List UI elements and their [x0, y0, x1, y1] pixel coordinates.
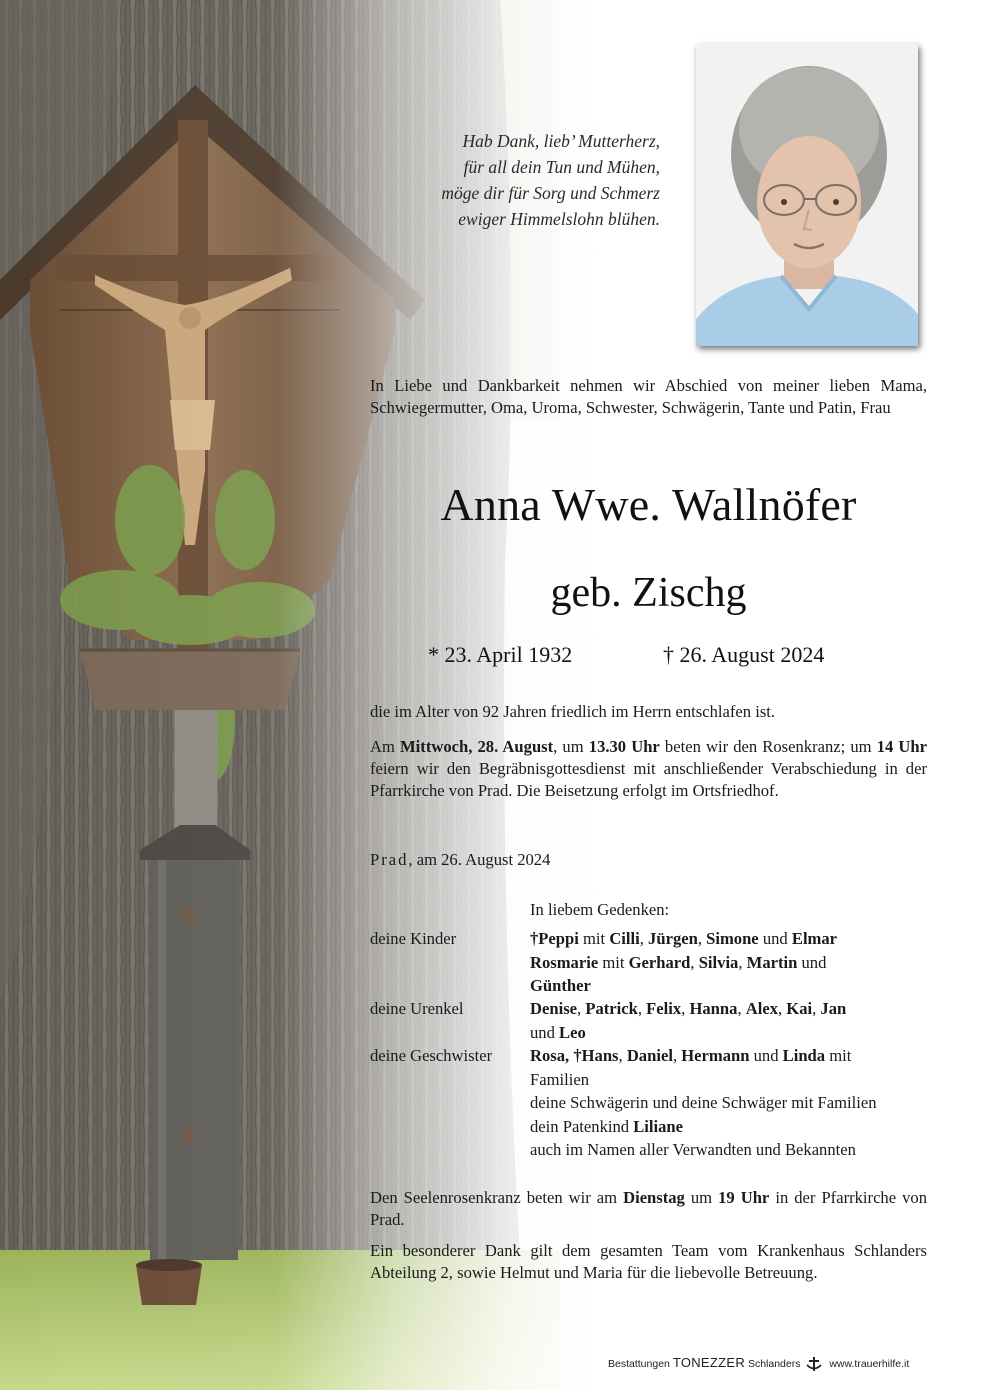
relatives-label: deine Urenkel — [370, 999, 464, 1018]
thanks-note: Ein besonderer Dank gilt dem gesamten Team vom Krankenhaus Schlanders Abteilung 2, sowie Helmut und Maria für die liebevolle Betreuung. — [370, 1241, 927, 1282]
relative-name: Elmar — [791, 929, 838, 948]
intro-text: In Liebe und Dankbarkeit nehmen wir Abschied von meiner lieben Mama, Schwiegermutter, Oma, Uroma, Schwester, Schwägerin, Tante und Patin, Frau — [370, 376, 927, 417]
relative-sep: , — [697, 929, 707, 948]
rosary-note — [370, 1187, 927, 1231]
rosary-text: um — [684, 1188, 719, 1207]
funeral-text: , um — [553, 737, 589, 756]
relatives-closing: auch im Namen aller Verwandten und Bekannten — [530, 1140, 856, 1159]
footer-prefix: Bestattungen — [608, 1358, 670, 1370]
relative-sep: , — [690, 952, 699, 972]
relative-sep: und — [797, 952, 827, 972]
relative-sep: , — [778, 999, 787, 1018]
relative-name: Patrick — [585, 999, 638, 1018]
rosary-day: Dienstag — [623, 1188, 685, 1207]
relative-sep: , — [618, 1046, 627, 1065]
funeral-text: feiern wir den Begräbnisgottesdienst mit anschließender Verabschiedung in der Pfarrkirche von Prad. Die Beisetzung erfolgt im Ortsfriedhof. — [370, 759, 927, 800]
relative-name: Daniel — [626, 1046, 673, 1065]
relative-name: Rosa, †Hans — [530, 1046, 619, 1065]
relative-name: Günther — [530, 976, 591, 995]
verse-line: für all dein Tun und Mühen, — [463, 157, 660, 177]
relative-sep: und — [758, 929, 792, 948]
funeral-text: Am — [370, 737, 401, 756]
godchild-name: Liliane — [633, 1116, 684, 1136]
funeral-home-footer — [608, 1355, 928, 1372]
verse-line: Hab Dank, lieb’ Mutterherz, — [462, 131, 660, 151]
in-laws-line: deine Schwägerin und deine Schwäger mit Familien — [530, 1093, 877, 1112]
birth-date: * 23. April 1932 — [428, 642, 573, 667]
relative-name: Hanna — [689, 999, 738, 1018]
deceased-name: Anna Wwe. Wallnöfer — [440, 479, 857, 530]
relative-sep: und — [530, 1022, 560, 1042]
relative-name: Hermann — [681, 1046, 750, 1065]
place-date: , am 26. August 2024 — [408, 850, 551, 869]
relative-name: Jan — [820, 999, 847, 1018]
relative-name: Simone — [706, 929, 759, 948]
rosary-time: 19 Uhr — [718, 1188, 770, 1207]
relative-name: †Peppi — [530, 929, 579, 948]
relative-name: Leo — [559, 1022, 586, 1042]
relatives-names — [530, 927, 910, 998]
relative-sep: , — [639, 929, 649, 948]
relative-name: Kai — [786, 999, 813, 1018]
footer-town: Schlanders — [747, 1358, 801, 1370]
relatives-names — [530, 1044, 910, 1162]
relative-name: Rosmarie — [530, 952, 599, 972]
rosary-time: 13.30 Uhr — [588, 737, 660, 756]
funeral-home-name: TONEZZER — [672, 1355, 746, 1370]
relative-name: Jürgen — [648, 929, 698, 948]
relative-name: Martin — [746, 952, 798, 972]
maiden-name: geb. Zischg — [550, 570, 747, 616]
relative-name: Denise — [530, 999, 578, 1018]
funeral-day: Mittwoch, 28. August — [400, 737, 554, 756]
relative-sep: , — [672, 1046, 682, 1065]
relative-sep: mit — [598, 952, 629, 972]
relative-sep: , — [737, 999, 746, 1018]
relative-sep: mit Familien — [530, 1046, 852, 1089]
relative-sep: , — [577, 999, 586, 1018]
relative-name: Alex — [745, 999, 778, 1018]
rosary-text: in der Pfarrkirche von Prad. — [370, 1188, 927, 1229]
relative-name: Silvia — [698, 952, 739, 972]
relative-sep: , — [681, 999, 690, 1018]
mourners-heading: In liebem Gedenken: — [530, 900, 670, 919]
rosary-text: Den Seelenrosenkranz beten wir am — [370, 1188, 624, 1207]
relative-sep: , — [738, 952, 747, 972]
place-name: Prad — [370, 850, 409, 869]
relative-name: Cilli — [609, 929, 640, 948]
relative-sep: , — [812, 999, 821, 1018]
verse-line: ewiger Himmelslohn blühen. — [458, 209, 660, 229]
verse-line: möge dir für Sorg und Schmerz — [441, 183, 660, 203]
relatives-names — [530, 997, 910, 1044]
place-and-date — [370, 849, 927, 871]
memorial-verse — [330, 128, 660, 232]
service-time: 14 Uhr — [876, 737, 927, 756]
portrait-photo — [696, 44, 918, 346]
age-line: die im Alter von 92 Jahren friedlich im Herrn entschlafen ist. — [370, 702, 776, 721]
funeral-details — [370, 736, 927, 802]
funeral-text: beten wir den Rosenkranz; um — [659, 737, 877, 756]
relative-name: Linda — [782, 1046, 826, 1065]
godchild-prefix: dein Patenkind — [530, 1116, 634, 1136]
footer-website-link[interactable]: www.trauerhilfe.it — [829, 1358, 910, 1370]
relative-sep: , — [637, 999, 647, 1018]
death-date: † 26. August 2024 — [663, 642, 825, 667]
trauerhilfe-logo-icon — [805, 1356, 823, 1372]
relatives-label: deine Geschwister — [370, 1046, 493, 1065]
relative-name: Gerhard — [628, 952, 691, 972]
relative-name: Felix — [646, 999, 682, 1018]
relatives-label: deine Kinder — [370, 929, 457, 948]
relative-sep: mit — [578, 929, 610, 948]
relative-sep: und — [749, 1046, 783, 1065]
